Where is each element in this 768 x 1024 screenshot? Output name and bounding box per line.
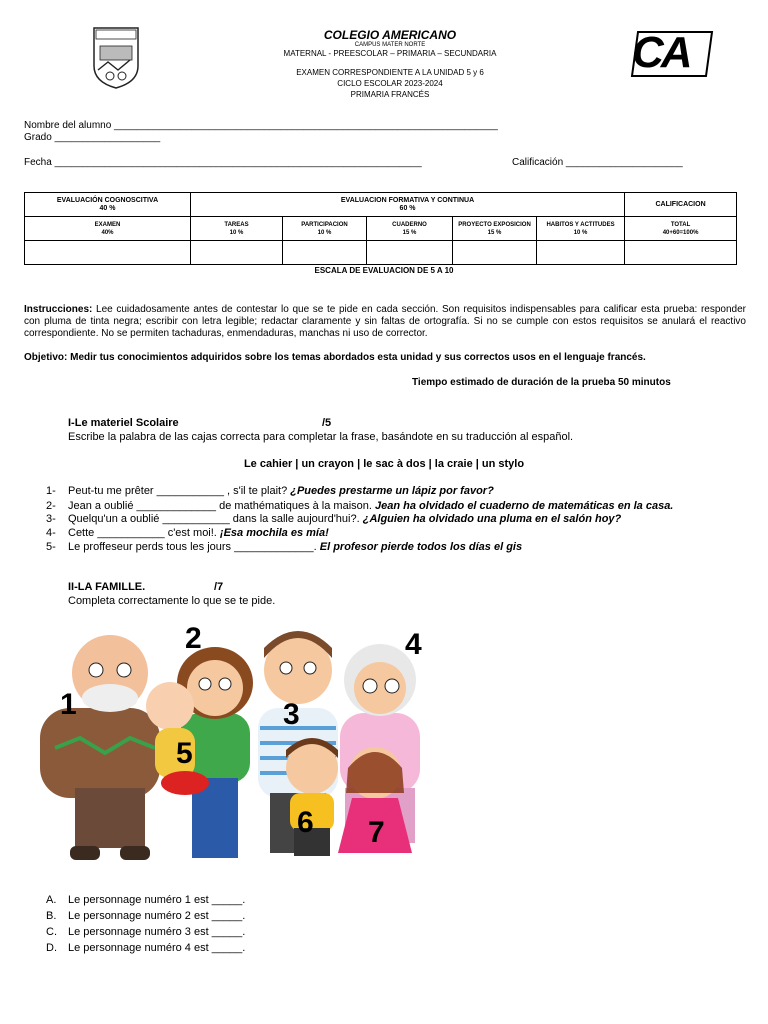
question-item[interactable]: 1- Peut-tu me prêter ___________ , s'il te plait? ¿Puedes prestarme un lápiz por favor? bbox=[46, 485, 494, 497]
column-header: PARTICIPACION 10 % bbox=[283, 217, 367, 241]
grade-field[interactable]: Grado ___________________ bbox=[24, 132, 161, 143]
figure-number: 3 bbox=[283, 698, 300, 731]
figure-number: 2 bbox=[185, 622, 202, 655]
school-name: COLEGIO AMERICANO bbox=[323, 28, 457, 42]
school-seal bbox=[90, 26, 142, 90]
school-levels: MATERNAL - PREESCOLAR – PRIMARIA – SECUNDARIA bbox=[283, 49, 497, 58]
question-item[interactable]: 3- Quelqu'un a oublié ___________ dans la salle aujourd'hui?. ¿Alguien ha olvidado una pluma en el salón hoy? bbox=[46, 513, 622, 525]
student-name-field[interactable]: Nombre del alumno _____________________________________________________________________ bbox=[24, 120, 498, 131]
figure-number: 6 bbox=[297, 806, 314, 839]
question-item[interactable]: 4- Cette ___________ c'est moi!. ¡Esa mochila es mía! bbox=[46, 527, 329, 539]
answer-item[interactable]: D. Le personnage numéro 4 est _____. bbox=[46, 942, 246, 954]
family-illustration bbox=[20, 618, 450, 883]
question-item[interactable]: 5- Le proffeseur perds tous les jours _____________. El profesor pierde todos los días el gis bbox=[46, 541, 523, 553]
column-header: HABITOS Y ACTITUDES 10 % bbox=[537, 217, 625, 241]
evaluation-table bbox=[24, 192, 737, 265]
score-cell[interactable] bbox=[25, 241, 191, 265]
exam-title: EXAMEN CORRESPONDIENTE A LA UNIDAD 5 y 6 bbox=[296, 68, 484, 77]
school-header bbox=[240, 28, 540, 100]
score-cell[interactable] bbox=[191, 241, 283, 265]
column-header: CUADERNO 15 % bbox=[367, 217, 453, 241]
section2-title: II-LA FAMILLE. bbox=[68, 581, 146, 593]
ca-logo bbox=[628, 30, 714, 78]
campus-name: CAMPUS MATER NORTE bbox=[354, 42, 426, 48]
section1-instruction: Escribe la palabra de las cajas correcta para completar la frase, basándote en su traducción al español. bbox=[68, 431, 574, 443]
formative-header: EVALUACION FORMATIVA Y CONTINUA 60 % bbox=[191, 193, 625, 217]
section2-instruction: Completa correctamente lo que se te pide. bbox=[68, 595, 276, 607]
score-cell[interactable] bbox=[537, 241, 625, 265]
section1-score: /5 bbox=[322, 417, 332, 429]
table-row bbox=[25, 217, 737, 241]
objective: Objetivo: Medir tus conocimientos adquiridos sobre los temas abordados esta unidad y sus correctos usos en el lenguaje francés. bbox=[24, 352, 646, 363]
school-cycle: CICLO ESCOLAR 2023-2024 bbox=[337, 79, 443, 88]
figure-number: 4 bbox=[405, 628, 422, 661]
column-header: TAREAS 10 % bbox=[191, 217, 283, 241]
date-field[interactable]: Fecha __________________________________________________________________ bbox=[24, 157, 422, 168]
figure-number: 1 bbox=[60, 688, 77, 721]
column-header: TOTAL 40+60=100% bbox=[625, 217, 737, 241]
question-item[interactable]: 2- Jean a oublié _____________ de mathématiques à la maison. Jean ha olvidado el cuaderno de matemáticas en la casa. bbox=[46, 500, 674, 512]
ca-logo-text: CA bbox=[632, 28, 690, 77]
evaluation-scale: ESCALA DE EVALUACION DE 5 A 10 bbox=[314, 266, 454, 275]
cognitive-header: EVALUACIÓN COGNOSCITIVA 40 % bbox=[25, 193, 191, 217]
column-header: PROYECTO EXPOSICION 15 % bbox=[453, 217, 537, 241]
column-header: EXAMEN 40% bbox=[25, 217, 191, 241]
score-cell[interactable] bbox=[283, 241, 367, 265]
score-cell[interactable] bbox=[453, 241, 537, 265]
time-estimate: Tiempo estimado de duración de la prueba 50 minutos bbox=[412, 377, 671, 388]
figure-number: 5 bbox=[176, 737, 193, 770]
score-cell[interactable] bbox=[625, 241, 737, 265]
grade-header: CALIFICACION bbox=[625, 193, 737, 217]
figure-number: 7 bbox=[368, 816, 385, 849]
answer-item[interactable]: A. Le personnage numéro 1 est _____. bbox=[46, 894, 246, 906]
answer-item[interactable]: B. Le personnage numéro 2 est _____. bbox=[46, 910, 246, 922]
score-cell[interactable] bbox=[367, 241, 453, 265]
table-row[interactable] bbox=[25, 241, 737, 265]
exam-subject: PRIMARIA FRANCÉS bbox=[350, 90, 430, 99]
instructions: Instrucciones: Lee cuidadosamente antes de contestar lo que se te pide en cada sección. Son requisitos indispensables para calificar esta prueba: responder con pluma de tinta negra; escribir con letra legible; redactar claramente y sin faltas de ortografía. Si no se cumple con estos requisitos se anulará el reactivo correspondiente. No se permiten tachaduras, enmendaduras, manchas ni uso de corrector. bbox=[24, 304, 746, 339]
word-bank: Le cahier | un crayon | le sac à dos | la craie | un stylo bbox=[243, 458, 525, 470]
answer-item[interactable]: C. Le personnage numéro 3 est _____. bbox=[46, 926, 246, 938]
score-field[interactable]: Calificación _____________________ bbox=[512, 157, 683, 168]
section2-score: /7 bbox=[214, 581, 224, 593]
section1-title: I-Le materiel Scolaire bbox=[68, 417, 179, 429]
